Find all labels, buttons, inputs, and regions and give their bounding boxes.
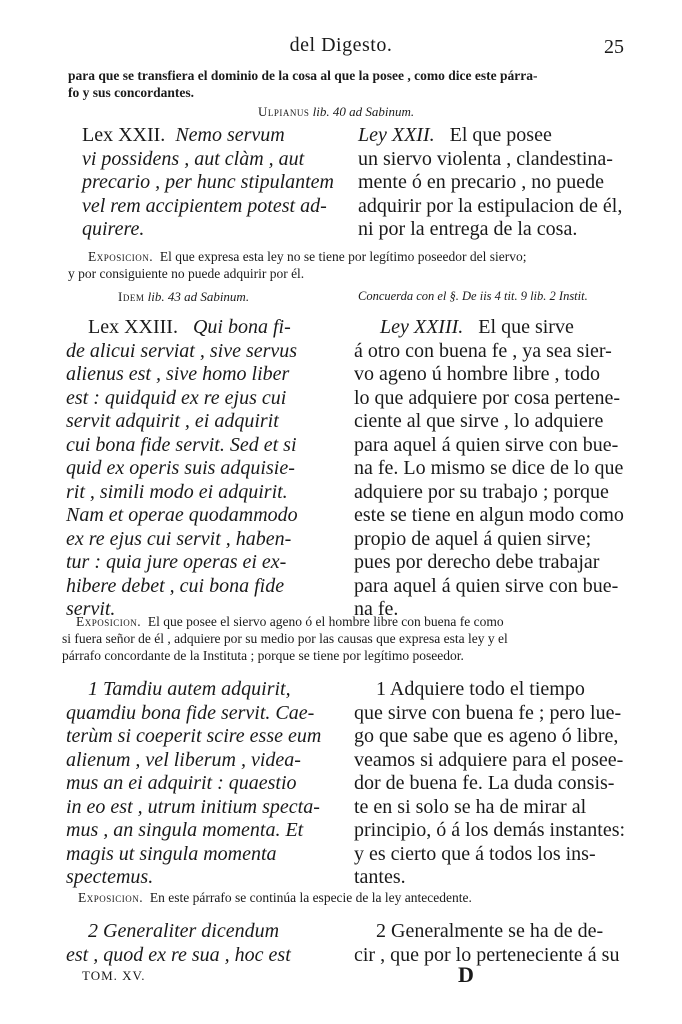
latin-line: alienus est , sive homo liber xyxy=(66,363,290,385)
lex22-latin-head: Lex XXII. xyxy=(82,124,166,146)
intro-line: para que se transfiera el dominio de la cosa al que la posee , como dice este párra- xyxy=(68,68,538,83)
exposicion-line: y por consiguiente no puede adquirir por él. xyxy=(68,266,305,281)
latin-line: alienum , vel liberum , videa- xyxy=(66,748,301,771)
latin-line: vel rem accipientem potest ad- xyxy=(82,194,327,217)
spanish-line: para aquel á quien sirve con bue- xyxy=(354,574,619,597)
latin-line: Qui bona fi- xyxy=(192,316,291,338)
spanish-line: un siervo violenta , clandestina- xyxy=(358,147,613,170)
latin-line: terùm si coeperit scire esse eum xyxy=(66,725,322,747)
exposicion-line: El que expresa esta ley no se tiene por legítimo poseedor del siervo; xyxy=(159,249,527,264)
spanish-line: 1 Adquiere todo el tiempo xyxy=(376,678,585,700)
exposicion-1 xyxy=(68,248,628,282)
exposicion-line: En este párrafo se continúa la especie de la ley antecedente. xyxy=(149,890,472,905)
spanish-line: dor de buena fe. La duda consis- xyxy=(354,772,615,794)
spanish-line: El que sirve xyxy=(478,316,574,338)
latin-line: mus , an singula momenta. Et xyxy=(66,819,304,841)
exposicion-line: párrafo concordante de la Instituta ; porque se tiene por legítimo poseedor. xyxy=(62,648,464,663)
spanish-line: na fe. Lo mismo se dice de lo que xyxy=(354,457,624,479)
latin-line: Nemo servum xyxy=(175,124,285,146)
latin-line: tur : quia jure operas ei ex- xyxy=(66,551,287,573)
spanish-line: mente ó en precario , no puede xyxy=(358,171,605,193)
para1-spanish xyxy=(354,678,628,890)
exposicion-label: Exposicion. xyxy=(76,614,142,629)
intro-line: fo y sus concordantes. xyxy=(68,85,195,100)
latin-line: vi possidens , aut clàm , aut xyxy=(82,147,305,170)
spanish-line: para aquel á quien sirve con bue- xyxy=(354,433,619,456)
signature-mark: D xyxy=(458,962,474,987)
latin-line: 1 Tamdiu autem adquirit, xyxy=(88,678,291,700)
latin-line: est , quod ex re sua , hoc est xyxy=(66,943,291,966)
latin-line: ex re ejus cui servit , haben- xyxy=(66,527,292,550)
spanish-line: 2 Generalmente se ha de de- xyxy=(376,920,604,942)
latin-line: de alicui serviat , sive servus xyxy=(66,339,298,362)
latin-line: Nam et operae quodammodo xyxy=(66,504,298,526)
lex23-spanish xyxy=(354,316,628,622)
exposicion-line: El que posee el siervo ageno ó el hombre libre con buena fe como xyxy=(147,614,504,629)
concordance-note: Concuerda con el §. De iis 4 tit. 9 lib. 2 Instit. xyxy=(358,289,588,303)
exposicion-label: Exposicion. xyxy=(88,249,154,264)
latin-line: servit adquirit , ei adquirit xyxy=(66,410,279,432)
latin-line: spectemus. xyxy=(66,866,154,888)
exposicion-line: si fuera señor de él , adquiere por su medio por las causas que expresa esta ley y el xyxy=(62,631,508,646)
exposicion-2 xyxy=(62,613,628,664)
spanish-line: vo ageno ú hombre libre , todo xyxy=(354,363,601,385)
lex22-spanish xyxy=(358,124,628,242)
para2-latin xyxy=(66,920,340,967)
para1-latin xyxy=(66,678,340,890)
intro-paragraph xyxy=(68,67,628,101)
spanish-line: adquiere por su trabajo ; porque xyxy=(354,480,609,503)
latin-line: quamdiu bona fide servit. Cae- xyxy=(66,701,315,724)
source-rest: lib. 43 ad Sabinum. xyxy=(147,289,250,304)
spanish-line: go que sabe que es ageno ó libre, xyxy=(354,725,619,747)
spanish-line: propio de aquel á quien sirve; xyxy=(354,527,592,550)
lex22-latin xyxy=(82,124,340,242)
spanish-line: lo que adquiere por cosa pertene- xyxy=(354,386,620,409)
source-citation xyxy=(258,104,414,120)
latin-line: cui bona fide servit. Sed et si xyxy=(66,433,297,456)
spanish-line: este se tiene en algun modo como xyxy=(354,504,624,526)
running-header: del Digesto. xyxy=(289,34,393,56)
spanish-line: te en si solo se ha de mirar al xyxy=(354,795,587,818)
source-rest: lib. 40 ad Sabinum. xyxy=(312,104,415,119)
spanish-line: veamos si adquiere para el posee- xyxy=(354,748,624,771)
lex23-spanish-head: Ley XXIII. xyxy=(380,316,464,338)
spanish-line: cir , que por lo perteneciente á su xyxy=(354,943,620,966)
latin-line: rit , simili modo ei adquirit. xyxy=(66,480,288,503)
latin-line: 2 Generaliter dicendum xyxy=(88,920,280,942)
spanish-line: pues por derecho debe trabajar xyxy=(354,551,600,573)
para2-spanish xyxy=(354,920,628,967)
spanish-line: na fe. xyxy=(354,598,399,620)
spanish-line: y es cierto que á todos los ins- xyxy=(354,842,596,865)
latin-line: in eo est , utrum initium specta- xyxy=(66,795,320,818)
latin-line: hibere debet , cui bona fide xyxy=(66,574,285,597)
lex23-latin-head: Lex XXIII. xyxy=(88,316,178,338)
page-number: 25 xyxy=(604,36,624,58)
latin-line: precario , per hunc stipulantem xyxy=(82,171,335,193)
spanish-line: á otro con buena fe , ya sea sier- xyxy=(354,339,612,362)
spanish-line: principio, ó á los demás instantes: xyxy=(354,819,626,841)
spanish-line: ni por la entrega de la cosa. xyxy=(358,218,578,240)
spanish-line: El que posee xyxy=(449,124,552,146)
spanish-line: tantes. xyxy=(354,866,406,888)
spanish-line: adquirir por la estipulacion de él, xyxy=(358,194,623,217)
lex23-latin xyxy=(66,316,340,622)
spanish-line: que sirve con buena fe ; pero lue- xyxy=(354,701,622,724)
source-author: Idem xyxy=(118,289,145,304)
source-citation-2 xyxy=(118,289,249,305)
volume-mark: TOM. XV. xyxy=(82,968,146,983)
latin-line: quid ex operis suis adquisie- xyxy=(66,457,295,479)
latin-line: magis ut singula momenta xyxy=(66,842,277,865)
source-author: Ulpianus xyxy=(258,104,310,119)
latin-line: quirere. xyxy=(82,218,145,240)
latin-line: mus an ei adquirit : quaestio xyxy=(66,772,297,794)
exposicion-label: Exposicion. xyxy=(78,890,144,905)
exposicion-3 xyxy=(78,889,628,906)
spanish-line: ciente al que sirve , lo adquiere xyxy=(354,410,604,432)
latin-line: servit. xyxy=(66,598,116,620)
lex22-spanish-head: Ley XXII. xyxy=(358,124,435,146)
latin-line: est : quidquid ex re ejus cui xyxy=(66,386,287,409)
